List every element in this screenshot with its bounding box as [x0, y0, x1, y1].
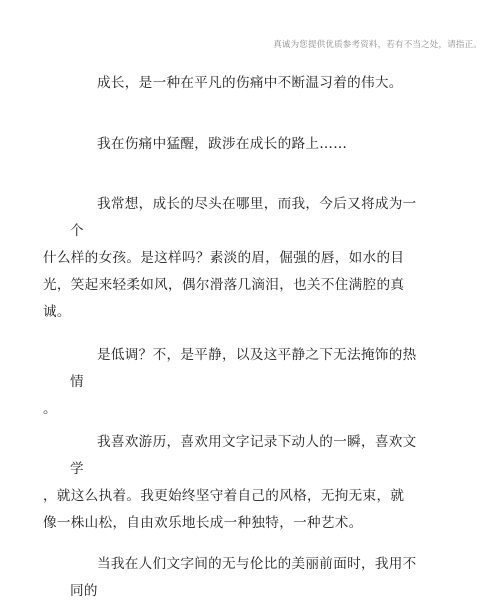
text-line: 成长，是一种在平凡的伤痛中不断温习着的伟大。 — [97, 75, 403, 91]
header-note: 真诚为您提供优质参考资料，若有不当之处，请指正。 — [273, 40, 482, 50]
text-line: ，就这么执着。我更始终坚守着自己的风格，无拘无束，就 — [43, 488, 405, 504]
text-line: 当我在人们文字间的无与伦比的美丽前面时，我用不同的 — [70, 556, 417, 599]
paragraph — [70, 70, 403, 97]
text-line: 我在伤痛中猛醒，跋涉在成长的路上…… — [97, 136, 348, 152]
text-line: 是低调？不，是平静，以及这平静之下无法掩饰的热情 — [70, 347, 417, 390]
paragraph — [43, 429, 430, 537]
paragraph — [70, 131, 347, 158]
text-line: 什么样的女孩。是这样吗？素淡的眉，倔强的唇，如水的目 — [43, 250, 405, 266]
paragraph — [43, 191, 430, 326]
text-line: 。 — [43, 401, 57, 417]
text-line: 我喜欢游历，喜欢用文字记录下动人的一瞬，喜欢文学 — [70, 434, 417, 477]
paragraph — [70, 551, 430, 605]
paragraph — [43, 342, 430, 423]
text-line: 像一株山松，自由欢乐地长成一种独特，一种艺术。 — [43, 515, 363, 531]
text-line: 光，笑起来轻柔如风，偶尔滑落几滴泪，也关不住满腔的真 — [43, 277, 405, 293]
text-line: 我常想，成长的尽头在哪里，而我，今后又将成为一个 — [70, 196, 417, 239]
text-line: 诚。 — [43, 304, 71, 320]
